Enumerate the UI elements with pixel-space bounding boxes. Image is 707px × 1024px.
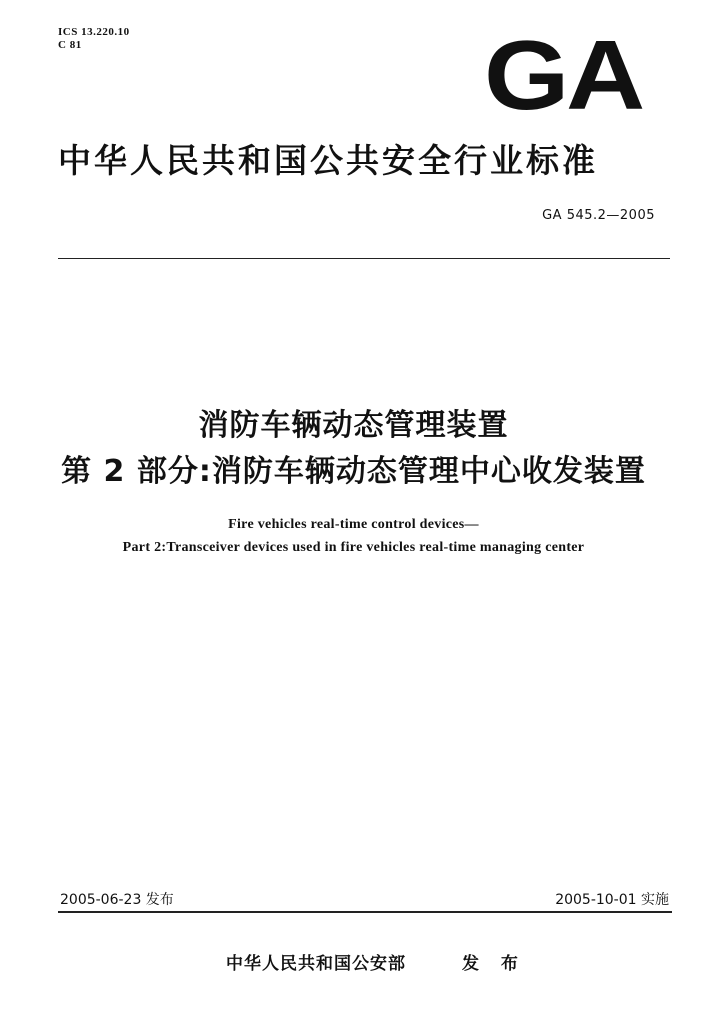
standard-number: GA 545.2—2005	[542, 208, 655, 223]
standard-category: 中华人民共和国公共安全行业标准	[58, 141, 598, 180]
ics-code: ICS 13.220.10	[58, 26, 130, 38]
issue-label: 发 布	[462, 954, 526, 974]
top-divider	[58, 258, 670, 259]
ccs-code: C 81	[58, 39, 82, 51]
title-cn-line1: 消防车辆动态管理装置	[198, 408, 509, 443]
classification-codes	[58, 26, 130, 52]
title-en-line2: Part 2:Transceiver devices used in fire vehicles real-time managing center	[122, 540, 585, 555]
publish-date: 2005-06-23 发布	[60, 892, 174, 908]
title-cn-line2: 第 2 部分:消防车辆动态管理中心收发装置	[61, 454, 646, 489]
title-en-line1: Fire vehicles real-time control devices—	[228, 517, 479, 532]
issuing-authority: 中华人民共和国公安部	[226, 954, 406, 974]
bottom-divider	[58, 911, 672, 913]
effective-date: 2005-10-01 实施	[555, 892, 669, 908]
ga-logo: GA	[484, 20, 642, 130]
